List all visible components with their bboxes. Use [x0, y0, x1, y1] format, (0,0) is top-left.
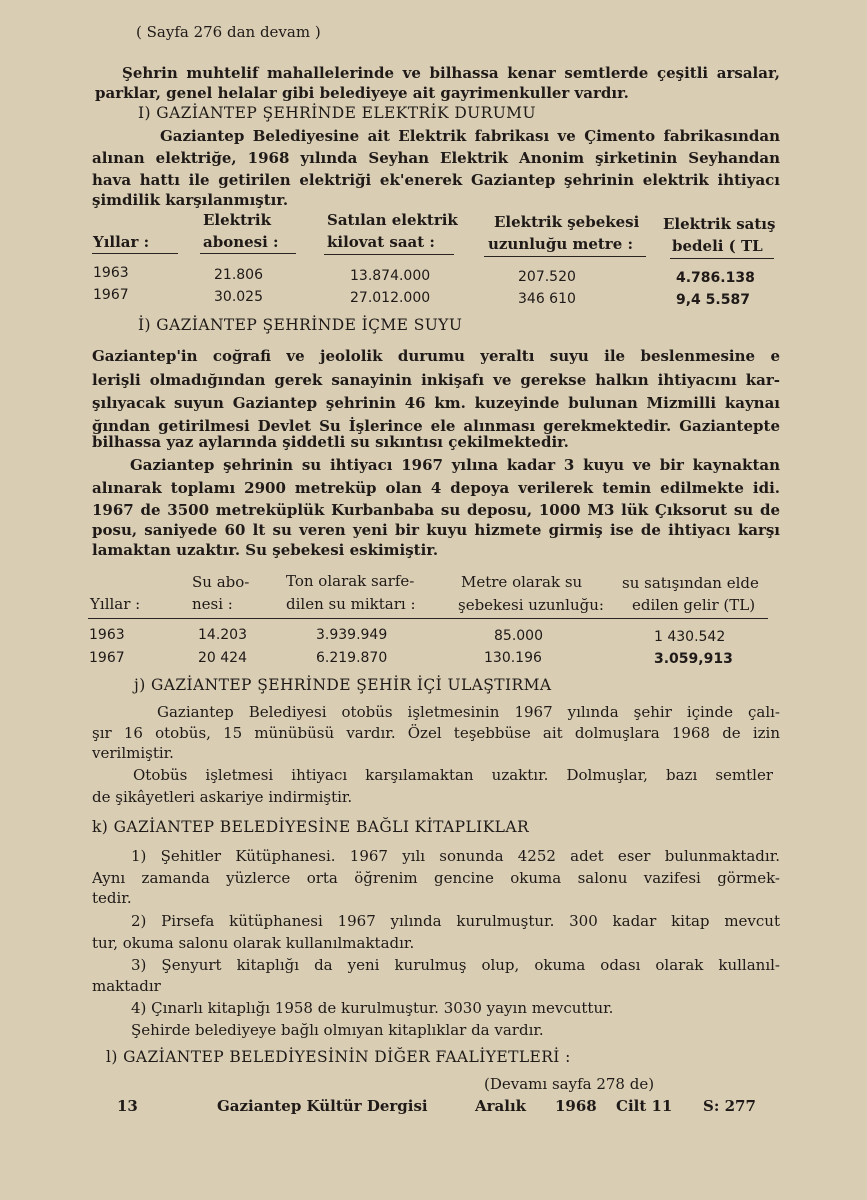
list-item: 1) Şehitler Kütüphanesi. 1967 yılı sonunda 4252 adet eser bulunmaktadır.: [131, 847, 780, 865]
table-cell: 3.059,913: [654, 651, 733, 667]
column-header: şebekesi uzunluğu:: [458, 596, 604, 614]
column-header: Elektrik şebekesi: [494, 213, 640, 231]
header-underline: [324, 254, 454, 255]
table-cell: 21.806: [214, 267, 263, 283]
closing-sentence: Şehirde belediyeye bağlı olmıyan kitaplıklar da vardır.: [131, 1021, 544, 1039]
column-header: Metre olarak su: [461, 573, 583, 591]
column-header: Ton olarak sarfe-: [286, 572, 415, 590]
column-header: Yıllar :: [93, 233, 150, 251]
table-cell: 9,4 5.587: [676, 292, 750, 308]
column-header: Elektrik satış: [663, 215, 776, 233]
paragraph-line: verilmiştir.: [92, 744, 174, 762]
table-cell: 6.219.870: [316, 650, 388, 666]
paragraph-line: 1967 de 3500 metreküplük Kurbanbaba su deposu, 1000 M3 lük Çıksorut su de: [92, 501, 780, 519]
paragraph-line: hava hattı ile getirilen elektriği ek'enerek Gaziantep şehrinin elektrik ihtiyacı: [92, 171, 780, 189]
paragraph-line: de şikâyetleri askariye indirmiştir.: [92, 788, 353, 806]
paragraph-line: Gaziantep'in coğrafi ve jeololik durumu yeraltı suyu ile beslenmesine e: [92, 347, 780, 365]
footer-month: Aralık: [475, 1097, 527, 1115]
section-title-transport: j) GAZİANTEP ŞEHRİNDE ŞEHİR İÇİ ULAŞTIRMA: [134, 676, 552, 694]
table-cell: 4.786.138: [676, 270, 755, 286]
header-underline: [200, 253, 296, 254]
list-item: Aynı zamanda yüzlerce orta öğrenim gencine okuma salonu vazifesi görmek-: [92, 869, 780, 887]
paragraph-line: lamaktan uzaktır. Su şebekesi eskimiştir.: [92, 541, 439, 559]
list-item: tur, okuma salonu olarak kullanılmaktadır.: [92, 934, 415, 952]
list-item: 2) Pirsefa kütüphanesi 1967 yılında kurulmuştur. 300 kadar kitap mevcut: [131, 912, 780, 930]
paragraph-line: Gaziantep Belediyesi otobüs işletmesinin 1967 yılında şehir içinde çalı-: [157, 703, 780, 721]
header-underline: [92, 253, 178, 254]
column-header: abonesi :: [203, 233, 279, 251]
column-header: Yıllar :: [90, 595, 141, 613]
paragraph-line: alınan elektriğe, 1968 yılında Seyhan Elektrik Anonim şirketinin Seyhandan: [92, 149, 780, 167]
continued-to-note: (Devamı sayfa 278 de): [484, 1075, 655, 1093]
paragraph-line: şimdilik karşılanmıştır.: [92, 191, 289, 209]
list-item: tedir.: [92, 889, 132, 907]
table-cell: 1 430.542: [654, 629, 726, 645]
table-cell: 346 610: [518, 291, 576, 307]
paragraph-line: şır 16 otobüs, 15 münübüsü vardır. Özel teşebbüse ait dolmuşlara 1968 de izin: [92, 724, 780, 742]
section-title-electricity: I) GAZİANTEP ŞEHRİNDE ELEKTRİK DURUMU: [138, 104, 536, 122]
paragraph-line: alınarak toplamı 2900 metreküp olan 4 depoya verilerek temin edilmekte idi.: [92, 479, 780, 497]
table-cell: 85.000: [494, 628, 543, 644]
column-header: Su abo-: [192, 573, 250, 591]
column-header: su satışından elde: [622, 574, 759, 592]
column-header: nesi :: [192, 595, 233, 613]
section-title-other-activities: l) GAZİANTEP BELEDİYESİNİN DİĞER FAALİYETLERİ :: [106, 1048, 571, 1066]
header-underline: [670, 258, 774, 259]
footer-year: 1968: [555, 1097, 597, 1115]
paragraph-line: posu, saniyede 60 lt su veren yeni bir kuyu hizmete girmiş ise de ihtiyacı karşı: [92, 521, 780, 539]
list-item: 4) Çınarlı kitaplığı 1958 de kurulmuştur. 3030 yayın mevcuttur.: [131, 999, 614, 1017]
list-item: maktadır: [92, 977, 161, 995]
table-divider: [88, 618, 768, 619]
footer-page-number: S: 277: [703, 1097, 756, 1115]
footer-volume: Cilt 11: [616, 1097, 673, 1115]
table-cell: 27.012.000: [350, 290, 431, 306]
table-cell-year: 1963: [93, 265, 129, 281]
footer-journal-name: Gaziantep Kültür Dergisi: [217, 1097, 428, 1115]
section-title-libraries: k) GAZİANTEP BELEDİYESİNE BAĞLI KİTAPLIKLAR: [92, 818, 530, 836]
table-cell-year: 1967: [93, 287, 129, 303]
list-item: 3) Şenyurt kitaplığı da yeni kurulmuş olup, okuma odası olarak kullanıl-: [131, 956, 780, 974]
column-header: dilen su miktarı :: [286, 595, 416, 613]
column-header: kilovat saat :: [327, 233, 435, 251]
paragraph-line: Gaziantep Belediyesine ait Elektrik fabrikası ve Çimento fabrikasından: [160, 127, 780, 145]
paragraph-line: ğından getirilmesi Devlet Su İşlerince ele alınması gerekmektedir. Gaziantepte: [92, 417, 780, 435]
paragraph-line: bilhassa yaz aylarında şiddetli su sıkıntısı çekilmektedir.: [92, 433, 569, 451]
column-header: Satılan elektrik: [327, 211, 458, 229]
table-cell-year: 1967: [89, 650, 125, 666]
column-header: bedeli ( TL: [672, 237, 763, 255]
table-cell: 30.025: [214, 289, 263, 305]
column-header: uzunluğu metre :: [488, 235, 634, 253]
table-cell: 207.520: [518, 269, 576, 285]
intro-line: parklar, genel helalar gibi belediyeye ait gayrimenkuller vardır.: [95, 84, 629, 102]
table-cell: 3.939.949: [316, 627, 388, 643]
column-header: Elektrik: [203, 211, 271, 229]
table-cell: 13.874.000: [350, 268, 431, 284]
paragraph-line: Otobüs işletmesi ihtiyacı karşılamaktan uzaktır. Dolmuşlar, bazı semtler: [133, 766, 773, 784]
table-cell-year: 1963: [89, 627, 125, 643]
table-cell: 130.196: [484, 650, 542, 666]
paragraph-line: Gaziantep şehrinin su ihtiyacı 1967 yılına kadar 3 kuyu ve bir kaynaktan: [130, 456, 780, 474]
section-title-water: İ) GAZİANTEP ŞEHRİNDE İÇME SUYU: [138, 316, 463, 334]
footer-issue-number: 13: [117, 1097, 138, 1115]
column-header: edilen gelir (TL): [632, 596, 756, 614]
table-cell: 20 424: [198, 650, 247, 666]
intro-line: Şehrin muhtelif mahallelerinde ve bilhassa kenar semtlerde çeşitli arsalar,: [122, 64, 780, 82]
paragraph-line: lerişli olmadığından gerek sanayinin inkişafı ve gerekse halkın ihtiyacını kar-: [92, 371, 780, 389]
continued-from-note: ( Sayfa 276 dan devam ): [136, 23, 321, 41]
table-cell: 14.203: [198, 627, 247, 643]
header-underline: [484, 256, 646, 257]
paragraph-line: şılıyacak suyun Gaziantep şehrinin 46 km. kuzeyinde bulunan Mizmilli kaynaı: [92, 394, 780, 412]
